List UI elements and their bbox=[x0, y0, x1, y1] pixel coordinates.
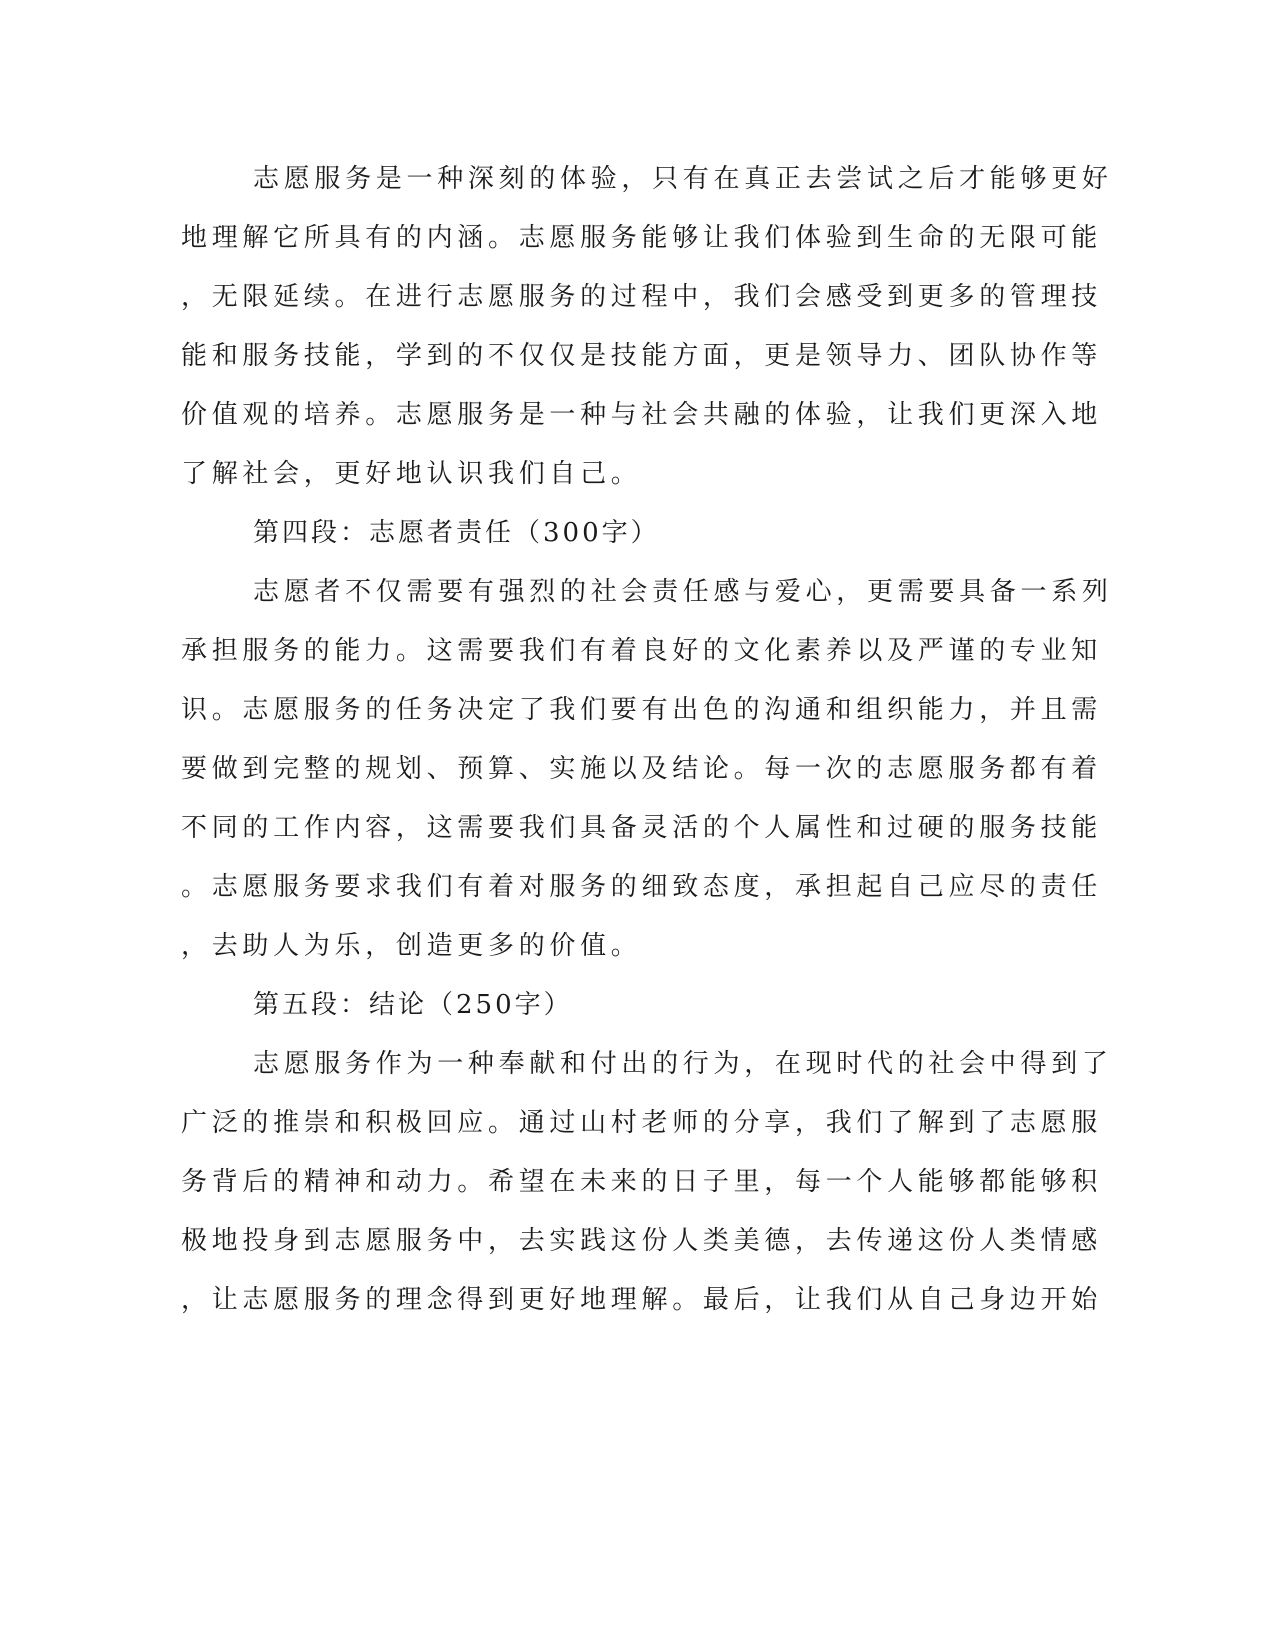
paragraph-line: 极地投身到志愿服务中，去实践这份人类美德，去传递这份人类情感 bbox=[181, 1226, 1103, 1256]
paragraph-line: 不同的工作内容，这需要我们具备灵活的个人属性和过硬的服务技能 bbox=[181, 813, 1103, 843]
paragraph-line: 地理解它所具有的内涵。志愿服务能够让我们体验到生命的无限可能 bbox=[181, 223, 1103, 253]
paragraph-line: 广泛的推崇和积极回应。通过山村老师的分享，我们了解到了志愿服 bbox=[181, 1108, 1103, 1138]
section-5-paragraph bbox=[181, 1035, 1113, 1330]
paragraph-line: 志愿服务是一种深刻的体验，只有在真正去尝试之后才能够更好 bbox=[253, 164, 1113, 194]
paragraph-line: 。志愿服务要求我们有着对服务的细致态度，承担起自己应尽的责任 bbox=[181, 872, 1103, 902]
paragraph-line: 承担服务的能力。这需要我们有着良好的文化素养以及严谨的专业知 bbox=[181, 636, 1103, 666]
section-4-paragraph bbox=[181, 563, 1113, 976]
paragraph-line: 务背后的精神和动力。希望在未来的日子里，每一个人能够都能够积 bbox=[181, 1167, 1103, 1197]
paragraph-line: 志愿服务作为一种奉献和付出的行为，在现时代的社会中得到了 bbox=[253, 1049, 1113, 1079]
section-4-heading: 第四段：志愿者责任（300字） bbox=[253, 518, 660, 548]
paragraph-3 bbox=[181, 150, 1113, 504]
paragraph-line: ，去助人为乐，创造更多的价值。 bbox=[181, 931, 642, 961]
section-5-heading: 第五段：结论（250字） bbox=[253, 990, 573, 1020]
paragraph-line: 能和服务技能，学到的不仅仅是技能方面，更是领导力、团队协作等 bbox=[181, 341, 1103, 371]
paragraph-line: 了解社会，更好地认识我们自己。 bbox=[181, 459, 642, 489]
paragraph-line: 志愿者不仅需要有强烈的社会责任感与爱心，更需要具备一系列 bbox=[253, 577, 1113, 607]
paragraph-line: 要做到完整的规划、预算、实施以及结论。每一次的志愿服务都有着 bbox=[181, 754, 1103, 784]
paragraph-line: ，让志愿服务的理念得到更好地理解。最后，让我们从自己身边开始 bbox=[181, 1285, 1103, 1315]
paragraph-line: 识。志愿服务的任务决定了我们要有出色的沟通和组织能力，并且需 bbox=[181, 695, 1103, 725]
document-page bbox=[181, 150, 1113, 1330]
paragraph-line: 价值观的培养。志愿服务是一种与社会共融的体验，让我们更深入地 bbox=[181, 400, 1103, 430]
paragraph-line: ，无限延续。在进行志愿服务的过程中，我们会感受到更多的管理技 bbox=[181, 282, 1103, 312]
